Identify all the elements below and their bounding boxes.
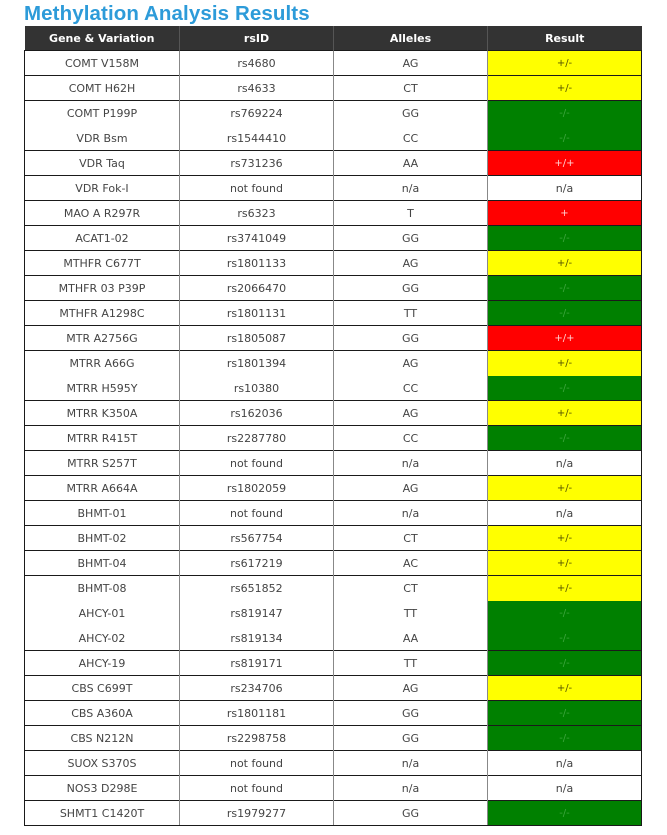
gene-variation-cell: SHMT1 C1420T bbox=[25, 801, 180, 826]
gene-variation-cell: AHCY-02 bbox=[25, 626, 180, 651]
table-row bbox=[25, 526, 642, 551]
gene-variation-cell: AHCY-01 bbox=[25, 601, 180, 626]
gene-variation-cell: MTR A2756G bbox=[25, 326, 180, 351]
result-cell: +/- bbox=[488, 351, 642, 376]
gene-variation-cell: MTHFR 03 P39P bbox=[25, 276, 180, 301]
alleles-cell: n/a bbox=[334, 451, 488, 476]
alleles-cell: CT bbox=[334, 526, 488, 551]
alleles-cell: AG bbox=[334, 251, 488, 276]
result-cell: -/- bbox=[488, 301, 642, 326]
gene-variation-cell: COMT P199P bbox=[25, 101, 180, 126]
alleles-cell: AG bbox=[334, 51, 488, 76]
gene-variation-cell: VDR Taq bbox=[25, 151, 180, 176]
rsid-cell: rs2287780 bbox=[180, 426, 334, 451]
alleles-cell: n/a bbox=[334, 776, 488, 801]
table-row bbox=[25, 476, 642, 501]
gene-variation-cell: MTHFR C677T bbox=[25, 251, 180, 276]
result-cell: n/a bbox=[488, 451, 642, 476]
result-cell: +/- bbox=[488, 251, 642, 276]
table-row bbox=[25, 626, 642, 651]
result-cell: -/- bbox=[488, 651, 642, 676]
result-cell: +/- bbox=[488, 526, 642, 551]
table-row bbox=[25, 426, 642, 451]
table-row bbox=[25, 751, 642, 776]
alleles-cell: AC bbox=[334, 551, 488, 576]
result-cell: -/- bbox=[488, 601, 642, 626]
rsid-cell: rs1805087 bbox=[180, 326, 334, 351]
gene-variation-cell: BHMT-04 bbox=[25, 551, 180, 576]
header-result: Result bbox=[488, 26, 642, 51]
gene-variation-cell: MAO A R297R bbox=[25, 201, 180, 226]
table-row bbox=[25, 776, 642, 801]
rsid-cell: rs731236 bbox=[180, 151, 334, 176]
gene-variation-cell: CBS C699T bbox=[25, 676, 180, 701]
table-row bbox=[25, 251, 642, 276]
rsid-cell: not found bbox=[180, 451, 334, 476]
gene-variation-cell: BHMT-08 bbox=[25, 576, 180, 601]
rsid-cell: rs617219 bbox=[180, 551, 334, 576]
result-cell: -/- bbox=[488, 226, 642, 251]
gene-variation-cell: COMT V158M bbox=[25, 51, 180, 76]
rsid-cell: not found bbox=[180, 501, 334, 526]
table-row bbox=[25, 76, 642, 101]
result-cell: -/- bbox=[488, 801, 642, 826]
table-row bbox=[25, 276, 642, 301]
result-cell: +/+ bbox=[488, 326, 642, 351]
rsid-cell: rs567754 bbox=[180, 526, 334, 551]
table-row bbox=[25, 226, 642, 251]
gene-variation-cell: BHMT-02 bbox=[25, 526, 180, 551]
gene-variation-cell: CBS A360A bbox=[25, 701, 180, 726]
header-gene-variation: Gene & Variation bbox=[25, 26, 180, 51]
alleles-cell: AA bbox=[334, 626, 488, 651]
gene-variation-cell: VDR Bsm bbox=[25, 126, 180, 151]
rsid-cell: rs1801394 bbox=[180, 351, 334, 376]
results-table bbox=[24, 26, 642, 826]
table-row bbox=[25, 51, 642, 76]
alleles-cell: CC bbox=[334, 126, 488, 151]
table-row bbox=[25, 401, 642, 426]
alleles-cell: GG bbox=[334, 801, 488, 826]
result-cell: +/- bbox=[488, 676, 642, 701]
rsid-cell: rs162036 bbox=[180, 401, 334, 426]
rsid-cell: not found bbox=[180, 176, 334, 201]
rsid-cell: rs819171 bbox=[180, 651, 334, 676]
alleles-cell: n/a bbox=[334, 501, 488, 526]
result-cell: -/- bbox=[488, 426, 642, 451]
header-rsid: rsID bbox=[180, 26, 334, 51]
table-row bbox=[25, 301, 642, 326]
table-row bbox=[25, 676, 642, 701]
result-cell: +/- bbox=[488, 551, 642, 576]
rsid-cell: rs2298758 bbox=[180, 726, 334, 751]
alleles-cell: T bbox=[334, 201, 488, 226]
page-title: Methylation Analysis Results bbox=[24, 2, 310, 25]
alleles-cell: n/a bbox=[334, 176, 488, 201]
table-row bbox=[25, 376, 642, 401]
table-row bbox=[25, 151, 642, 176]
rsid-cell: rs2066470 bbox=[180, 276, 334, 301]
result-cell: -/- bbox=[488, 276, 642, 301]
result-cell: +/+ bbox=[488, 151, 642, 176]
gene-variation-cell: MTRR K350A bbox=[25, 401, 180, 426]
alleles-cell: GG bbox=[334, 276, 488, 301]
result-cell: +/- bbox=[488, 76, 642, 101]
gene-variation-cell: MTRR H595Y bbox=[25, 376, 180, 401]
rsid-cell: rs1801131 bbox=[180, 301, 334, 326]
alleles-cell: GG bbox=[334, 326, 488, 351]
result-cell: n/a bbox=[488, 751, 642, 776]
rsid-cell: rs10380 bbox=[180, 376, 334, 401]
table-row bbox=[25, 201, 642, 226]
rsid-cell: not found bbox=[180, 776, 334, 801]
alleles-cell: CT bbox=[334, 76, 488, 101]
alleles-cell: GG bbox=[334, 226, 488, 251]
result-cell: +/- bbox=[488, 476, 642, 501]
result-cell: +/- bbox=[488, 576, 642, 601]
rsid-cell: rs4633 bbox=[180, 76, 334, 101]
result-cell: -/- bbox=[488, 726, 642, 751]
gene-variation-cell: MTRR S257T bbox=[25, 451, 180, 476]
result-cell: + bbox=[488, 201, 642, 226]
gene-variation-cell: MTRR R415T bbox=[25, 426, 180, 451]
result-cell: +/- bbox=[488, 51, 642, 76]
alleles-cell: AG bbox=[334, 401, 488, 426]
alleles-cell: AG bbox=[334, 676, 488, 701]
result-cell: n/a bbox=[488, 176, 642, 201]
table-row bbox=[25, 576, 642, 601]
gene-variation-cell: COMT H62H bbox=[25, 76, 180, 101]
result-cell: +/- bbox=[488, 401, 642, 426]
rsid-cell: rs3741049 bbox=[180, 226, 334, 251]
rsid-cell: rs1801133 bbox=[180, 251, 334, 276]
gene-variation-cell: VDR Fok-I bbox=[25, 176, 180, 201]
gene-variation-cell: AHCY-19 bbox=[25, 651, 180, 676]
table-row bbox=[25, 501, 642, 526]
table-header-row bbox=[25, 26, 642, 51]
result-cell: -/- bbox=[488, 376, 642, 401]
gene-variation-cell: NOS3 D298E bbox=[25, 776, 180, 801]
result-cell: n/a bbox=[488, 776, 642, 801]
result-cell: -/- bbox=[488, 701, 642, 726]
gene-variation-cell: BHMT-01 bbox=[25, 501, 180, 526]
alleles-cell: TT bbox=[334, 651, 488, 676]
table-body bbox=[25, 51, 642, 826]
rsid-cell: rs1544410 bbox=[180, 126, 334, 151]
rsid-cell: rs234706 bbox=[180, 676, 334, 701]
gene-variation-cell: MTRR A66G bbox=[25, 351, 180, 376]
alleles-cell: TT bbox=[334, 301, 488, 326]
table-row bbox=[25, 651, 642, 676]
table-row bbox=[25, 176, 642, 201]
result-cell: -/- bbox=[488, 626, 642, 651]
table-row bbox=[25, 801, 642, 826]
header-alleles: Alleles bbox=[334, 26, 488, 51]
result-cell: -/- bbox=[488, 126, 642, 151]
table-row bbox=[25, 701, 642, 726]
alleles-cell: CC bbox=[334, 426, 488, 451]
table-row bbox=[25, 601, 642, 626]
rsid-cell: rs4680 bbox=[180, 51, 334, 76]
table-row bbox=[25, 351, 642, 376]
gene-variation-cell: SUOX S370S bbox=[25, 751, 180, 776]
table-row bbox=[25, 451, 642, 476]
rsid-cell: rs819147 bbox=[180, 601, 334, 626]
alleles-cell: CT bbox=[334, 576, 488, 601]
table-row bbox=[25, 726, 642, 751]
rsid-cell: rs819134 bbox=[180, 626, 334, 651]
result-cell: -/- bbox=[488, 101, 642, 126]
rsid-cell: rs769224 bbox=[180, 101, 334, 126]
alleles-cell: CC bbox=[334, 376, 488, 401]
alleles-cell: GG bbox=[334, 101, 488, 126]
table-row bbox=[25, 101, 642, 126]
table-row bbox=[25, 551, 642, 576]
alleles-cell: n/a bbox=[334, 751, 488, 776]
gene-variation-cell: MTRR A664A bbox=[25, 476, 180, 501]
gene-variation-cell: CBS N212N bbox=[25, 726, 180, 751]
result-cell: n/a bbox=[488, 501, 642, 526]
alleles-cell: GG bbox=[334, 726, 488, 751]
alleles-cell: AG bbox=[334, 351, 488, 376]
alleles-cell: TT bbox=[334, 601, 488, 626]
gene-variation-cell: MTHFR A1298C bbox=[25, 301, 180, 326]
rsid-cell: rs651852 bbox=[180, 576, 334, 601]
table-row bbox=[25, 326, 642, 351]
gene-variation-cell: ACAT1-02 bbox=[25, 226, 180, 251]
rsid-cell: rs6323 bbox=[180, 201, 334, 226]
rsid-cell: rs1801181 bbox=[180, 701, 334, 726]
alleles-cell: AG bbox=[334, 476, 488, 501]
rsid-cell: rs1802059 bbox=[180, 476, 334, 501]
rsid-cell: not found bbox=[180, 751, 334, 776]
alleles-cell: GG bbox=[334, 701, 488, 726]
rsid-cell: rs1979277 bbox=[180, 801, 334, 826]
alleles-cell: AA bbox=[334, 151, 488, 176]
table-row bbox=[25, 126, 642, 151]
